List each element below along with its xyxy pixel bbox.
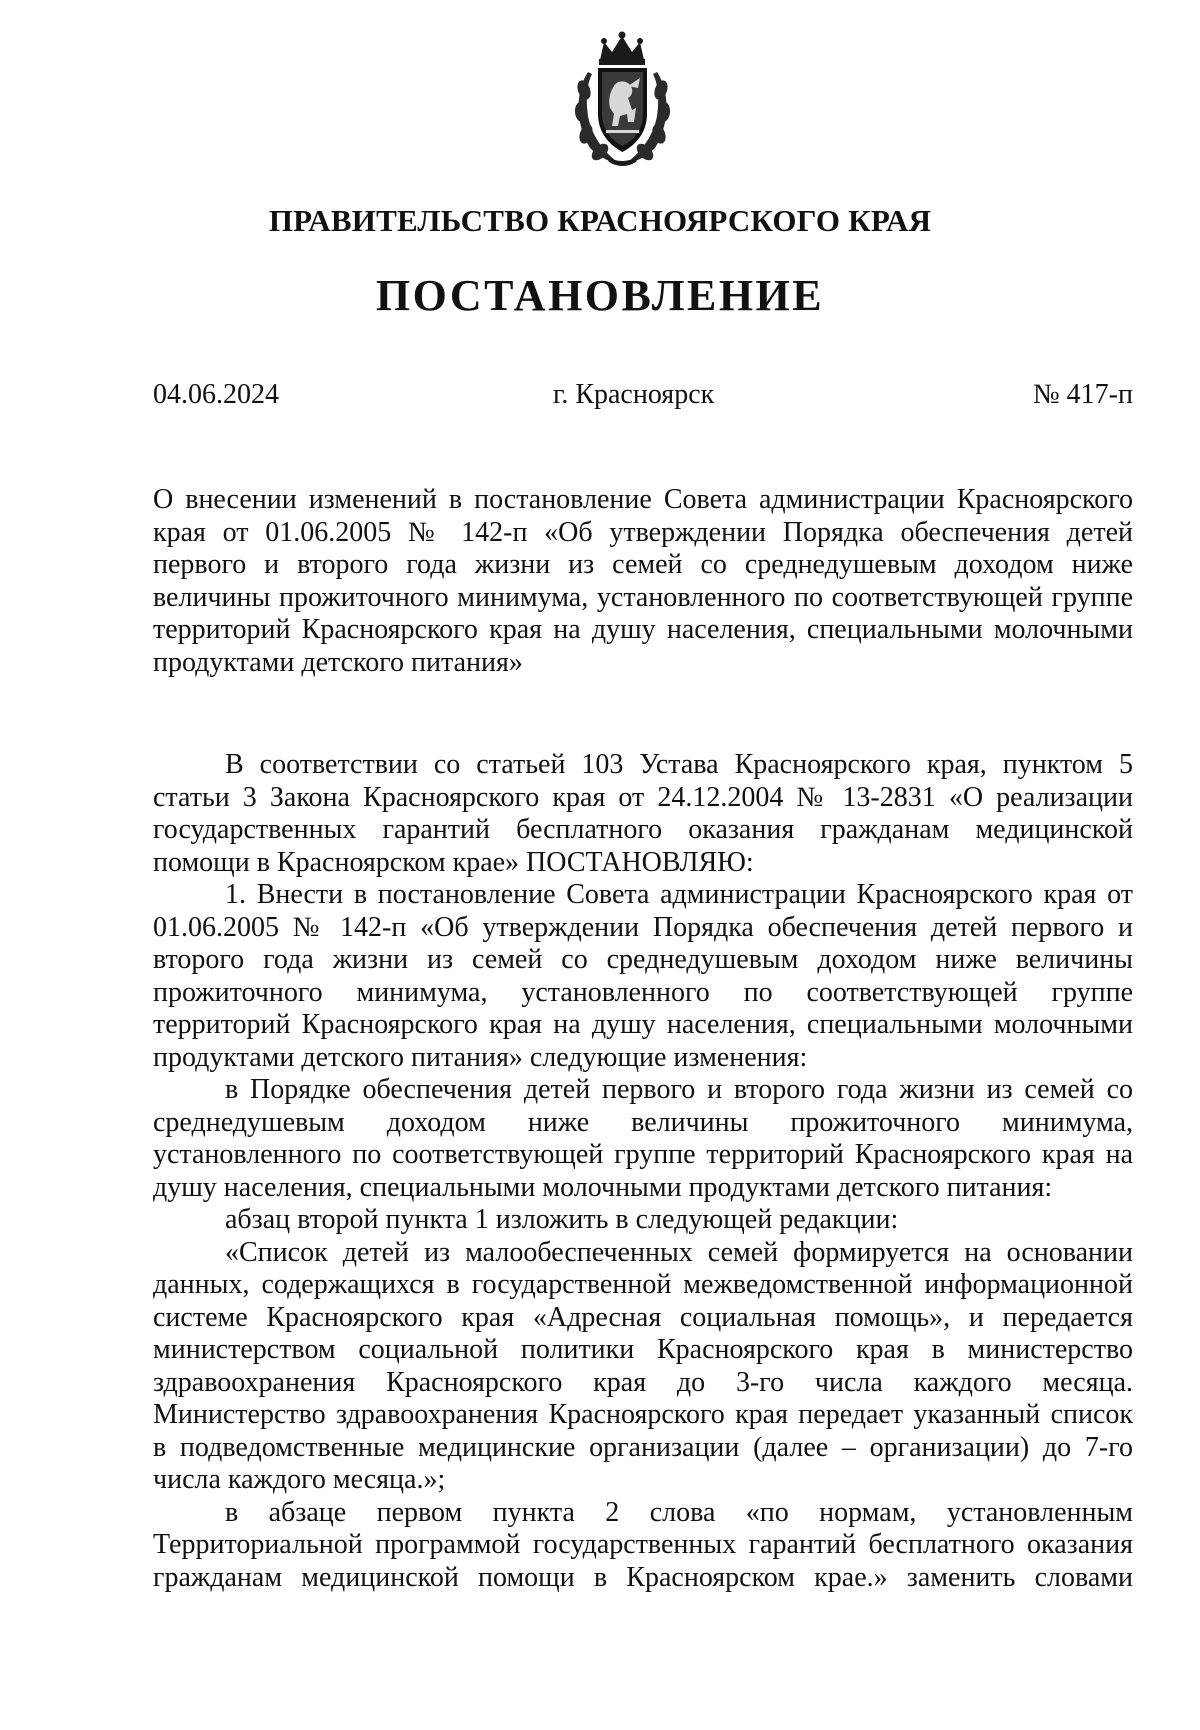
coat-of-arms-icon [570,30,675,170]
body-paragraph: в абзаце первом пункта 2 слова «по нормам, установленным Территориальной программой государственных гарантий бесплатного оказания гражданам медицинской помощи в Красноярском крае.» заменить словами [153,1496,1133,1593]
body-paragraph: В соответствии со статьей 103 Устава Красноярского края, пунктом 5 статьи 3 Закона Красноярского края от 24.12.2004 № 13-2831 «О реализации государственных гарантий бесплатного оказания гражданам медицинской помощи в Красноярском крае» ПОСТАНОВЛЯЮ: [153,749,1133,878]
body-paragraph: в Порядке обеспечения детей первого и второго года жизни из семей со среднедушевым доходом ниже величины прожиточного минимума, установленного по соответствующей группе территорий Красноярского края на душу населения, специальными молочными продуктами детского питания: [153,1074,1133,1203]
document-subject [153,484,1133,679]
document-date: 04.06.2024 [153,379,279,410]
document-number: № 417-п [1032,379,1133,410]
body-paragraph: «Список детей из малообеспеченных семей формируется на основании данных, содержащихся в государственной межведомственной информационной системе Красноярского края «Адресная социальная помощь», и передается министерством социальной политики Красноярского края в министерство здравоохранения Красноярского края до 3-го числа каждого месяца. Министерство здравоохранения Красноярского края передает указанный список в подведомственные медицинские организации (далее – организации) до 7-го числа каждого месяца.»; [153,1236,1133,1495]
document-type-title: ПОСТАНОВЛЕНИЕ [375,271,825,320]
body-paragraph: абзац второй пункта 1 изложить в следующей редакции: [225,1204,899,1235]
subject-text: О внесении изменений в постановление Совета администрации Красноярского края от 01.06.2005 № 142-п «Об утверждении Порядка обеспечения детей первого и второго года жизни из семей со среднедушевым доходом ниже величины прожиточного минимума, установленного по соответствующей группе территорий Красноярского края на душу населения, специальными молочными продуктами детского питания» [153,484,1133,678]
body-paragraph: 1. Внести в постановление Совета администрации Красноярского края от 01.06.2005 № 142-п «Об утверждении Порядка обеспечения детей первого и второго года жизни из семей со среднедушевым доходом ниже величины прожиточного минимума, установленного по соответствующей группе территорий Красноярского края на душу населения, специальными молочными продуктами детского питания» следующие изменения: [153,879,1133,1073]
government-title: ПРАВИТЕЛЬСТВО КРАСНОЯРСКОГО КРАЯ [268,203,932,238]
document-city: г. Красноярск [553,379,715,410]
document-body [153,749,1133,1594]
